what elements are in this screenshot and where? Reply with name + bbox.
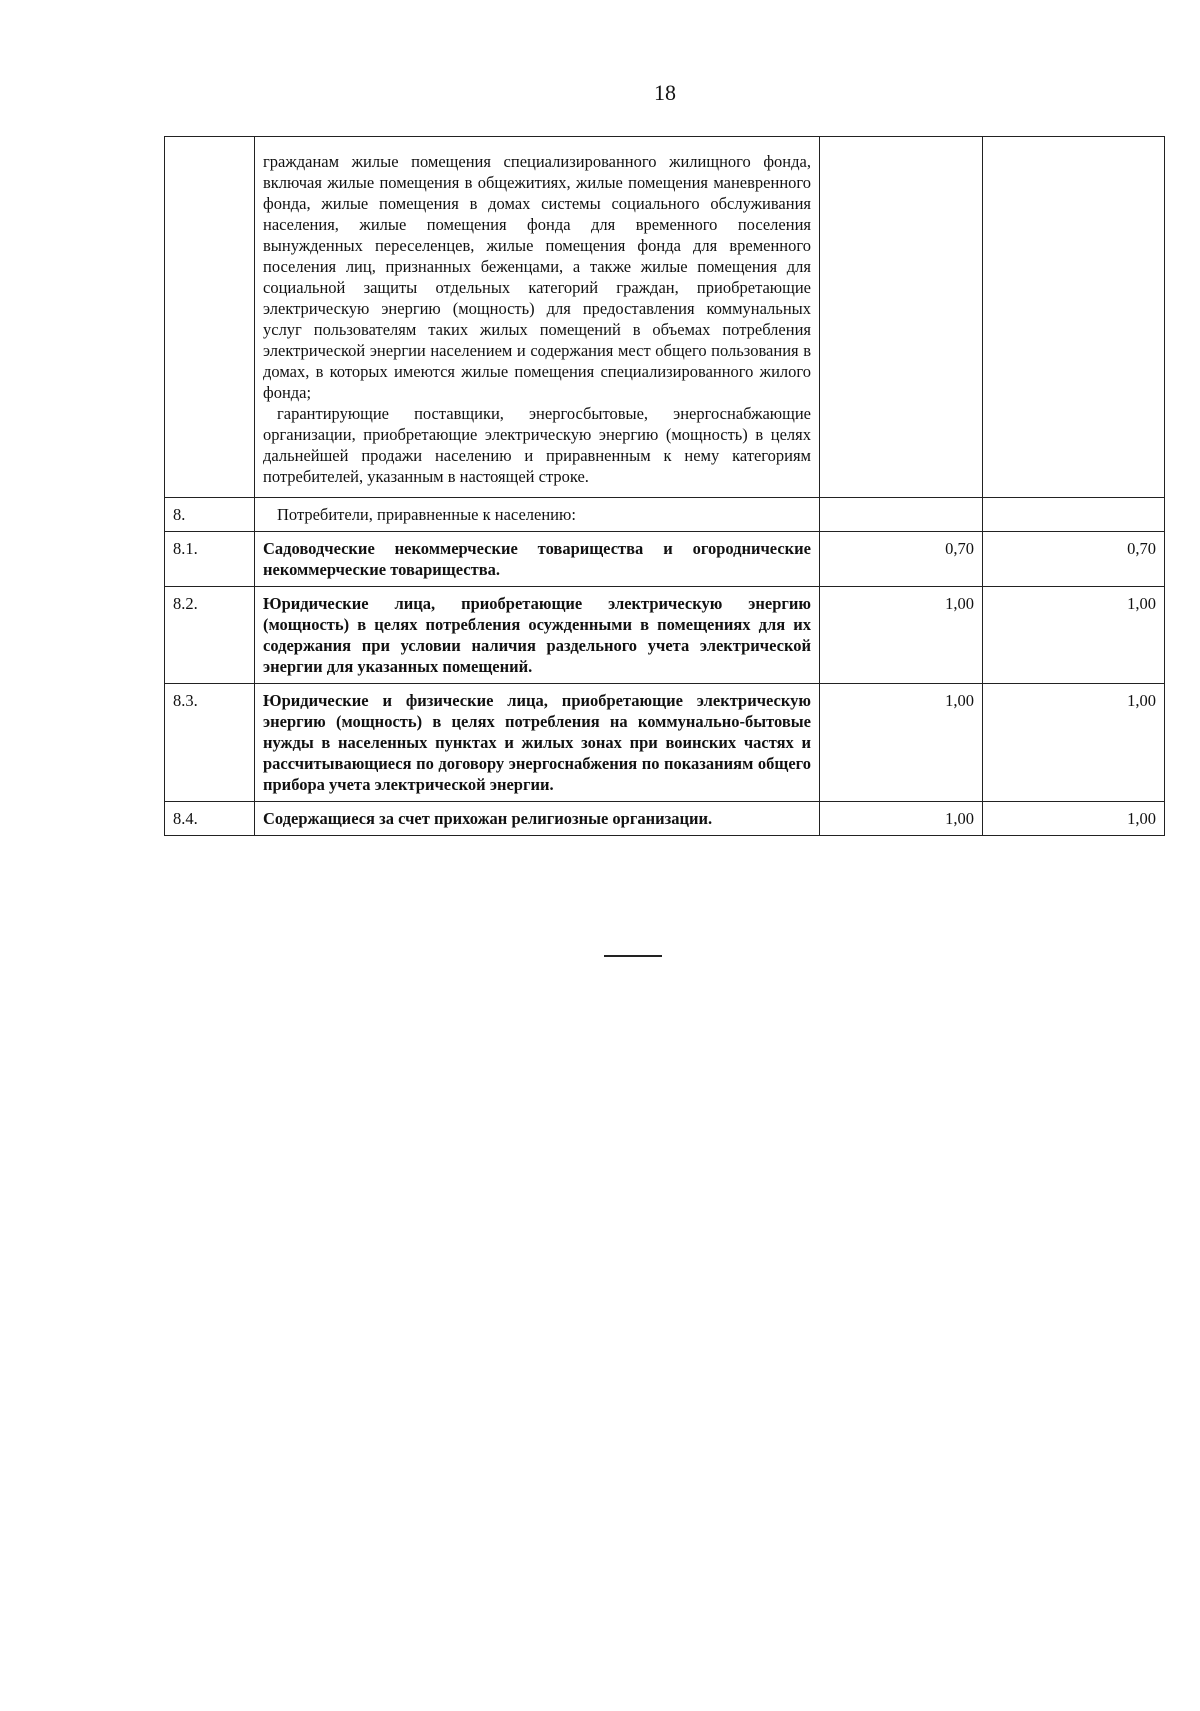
table-row-section-8 <box>165 498 1165 532</box>
table-row <box>165 587 1165 684</box>
row-number: 8.1. <box>165 532 255 587</box>
tariff-table <box>164 136 1165 836</box>
row-value-1-cell <box>820 137 983 498</box>
row-number: 8.2. <box>165 587 255 684</box>
row-description: Садоводческие некоммерческие товарищества и огороднические некоммерческие товарищества. <box>255 532 820 587</box>
row-value-2: 1,00 <box>983 587 1165 684</box>
table-row <box>165 802 1165 836</box>
row-value-2: 1,00 <box>983 684 1165 802</box>
row-description-cell <box>255 137 820 498</box>
table-row <box>165 532 1165 587</box>
row-number: 8. <box>165 498 255 532</box>
end-of-table-rule <box>604 955 662 957</box>
row-number-cell <box>165 137 255 498</box>
continuation-paragraph-1: гражданам жилые помещения специализированного жилищного фонда, включая жилые помещения в общежитиях, жилые помещения маневренного фонда, жилые помещения в домах системы социального обслуживания населения, жилые помещения фонда для временного поселения вынужденных переселенцев, жилые помещения фонда для временного поселения лиц, признанных беженцами, а также жилые помещения для социальной защиты отдельных категорий граждан, приобретающие электрическую энергию (мощность) для предоставления коммунальных услуг пользователям таких жилых помещений в объемах потребления электрической энергии населением и содержания мест общего пользования в домах, в которых имеются жилые помещения специализированного жилого фонда; <box>263 152 811 402</box>
row-value-1: 0,70 <box>820 532 983 587</box>
row-number: 8.4. <box>165 802 255 836</box>
row-description: Юридические лица, приобретающие электрическую энергию (мощность) в целях потребления осужденными в помещениях для их содержания при условии наличия раздельного учета электрической энергии для указанных помещений. <box>255 587 820 684</box>
row-value-1: 1,00 <box>820 802 983 836</box>
row-description: Юридические и физические лица, приобретающие электрическую энергию (мощность) в целях потребления на коммунально-бытовые нужды в населенных пунктах и жилых зонах при воинских частях и рассчитывающиеся по договору энергоснабжения по показаниям общего прибора учета электрической энергии. <box>255 684 820 802</box>
row-value-1: 1,00 <box>820 587 983 684</box>
section-title: Потребители, приравненные к населению: <box>255 498 820 532</box>
row-value-2: 1,00 <box>983 802 1165 836</box>
continuation-paragraph-2: гарантирующие поставщики, энергосбытовые, энергоснабжающие организации, приобретающие электрическую энергию (мощность) в целях дальнейшей продажи населению и приравненным к нему категориям потребителей, указанным в настоящей строке. <box>263 404 811 486</box>
row-description: Содержащиеся за счет прихожан религиозные организации. <box>255 802 820 836</box>
row-value-2-cell <box>983 498 1165 532</box>
table-row-continuation <box>165 137 1165 498</box>
row-value-1: 1,00 <box>820 684 983 802</box>
row-number: 8.3. <box>165 684 255 802</box>
row-value-2-cell <box>983 137 1165 498</box>
row-value-2: 0,70 <box>983 532 1165 587</box>
row-value-1-cell <box>820 498 983 532</box>
page-number-text: 18 <box>654 80 676 105</box>
page-number <box>0 80 1200 106</box>
table-row <box>165 684 1165 802</box>
